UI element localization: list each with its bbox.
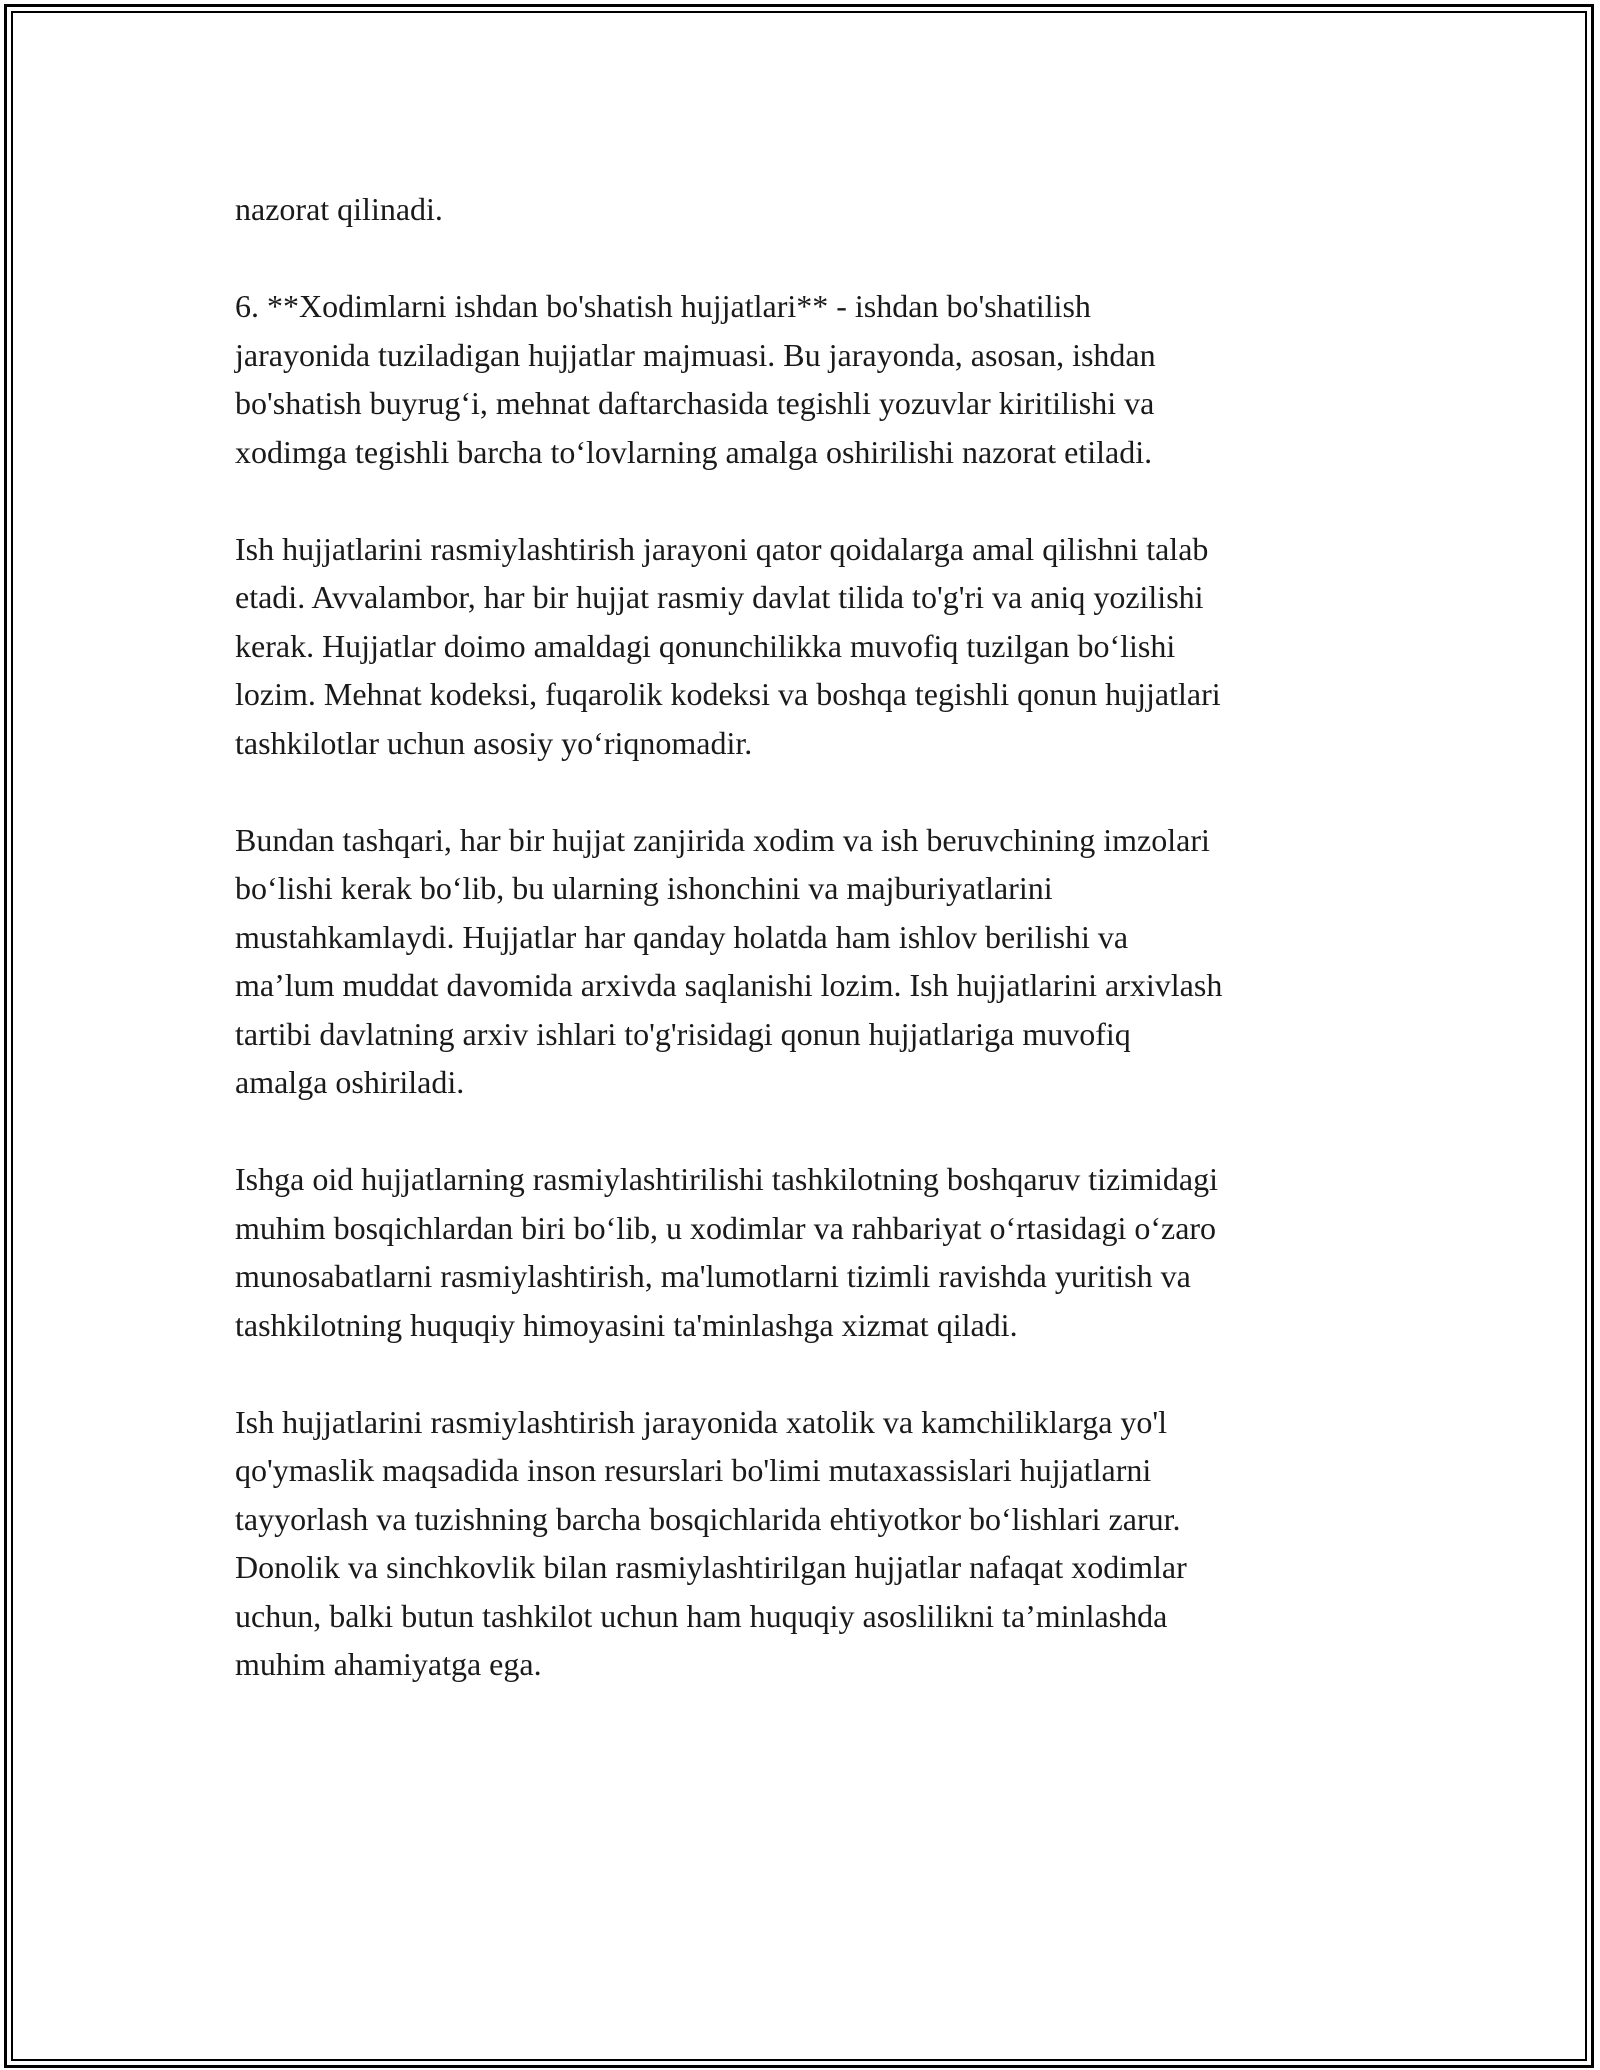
paragraph-management-system: Ishga oid hujjatlarning rasmiylashtirilishi tashkilotning boshqaruv tizimidagi muhim bosqichlardan biri bo‘lib, u xodimlar va rahbariyat o‘rtasidagi o‘zaro munosabatlarni rasmiylashtirish, ma'lumotlarni tizimli ravishda yuritish va tashkilotning huquqiy himoyasini ta'minlashga xizmat qiladi. [235, 1161, 1218, 1343]
document-body [235, 185, 1385, 1737]
paragraph-dismissal-documents: 6. **Xodimlarni ishdan bo'shatish hujjatlari** - ishdan bo'shatilish jarayonida tuziladigan hujjatlar majmuasi. Bu jarayonda, asosan, ishdan bo'shatish buyrug‘i, mehnat daftarchasida tegishli yozuvlar kiritilishi va xodimga tegishli barcha to‘lovlarning amalga oshirilishi nazorat etiladi. [235, 288, 1156, 470]
paragraph-hr-diligence: Ish hujjatlarini rasmiylashtirish jarayonida xatolik va kamchiliklarga yo'l qo'ymaslik maqsadida inson resurslari bo'limi mutaxassislari hujjatlarni tayyorlash va tuzishning barcha bosqichlarida ehtiyotkor bo‘lishlari zarur. Donolik va sinchkovlik bilan rasmiylashtirilgan hujjatlar nafaqat xodimlar uchun, balki butun tashkilot uchun ham huquqiy asoslilikni ta’minlashda muhim ahamiyatga ega. [235, 1403, 1187, 1682]
paragraph-signatures-archiving: Bundan tashqari, har bir hujjat zanjirida xodim va ish beruvchining imzolari bo‘lishi kerak bo‘lib, bu ularning ishonchini va majburiyatlarini mustahkamlaydi. Hujjatlar har qanday holatda ham ishlov berilishi va ma’lum muddat davomida arxivda saqlanishi lozim. Ish hujjatlarini arxivlash tartibi davlatning arxiv ishlari to'g'risidagi qonun hujjatlariga muvofiq amalga oshiriladi. [235, 821, 1223, 1100]
paragraph-formalization-rules: Ish hujjatlarini rasmiylashtirish jarayoni qator qoidalarga amal qilishni talab etadi. Avvalambor, har bir hujjat rasmiy davlat tilida to'g'ri va aniq yozilishi kerak. Hujjatlar doimo amaldagi qonunchilikka muvofiq tuzilgan bo‘lishi lozim. Mehnat kodeksi, fuqarolik kodeksi va boshqa tegishli qonun hujjatlari tashkilotlar uchun asosiy yo‘riqnomadir. [235, 530, 1221, 761]
paragraph-continuation: nazorat qilinadi. [235, 191, 443, 227]
